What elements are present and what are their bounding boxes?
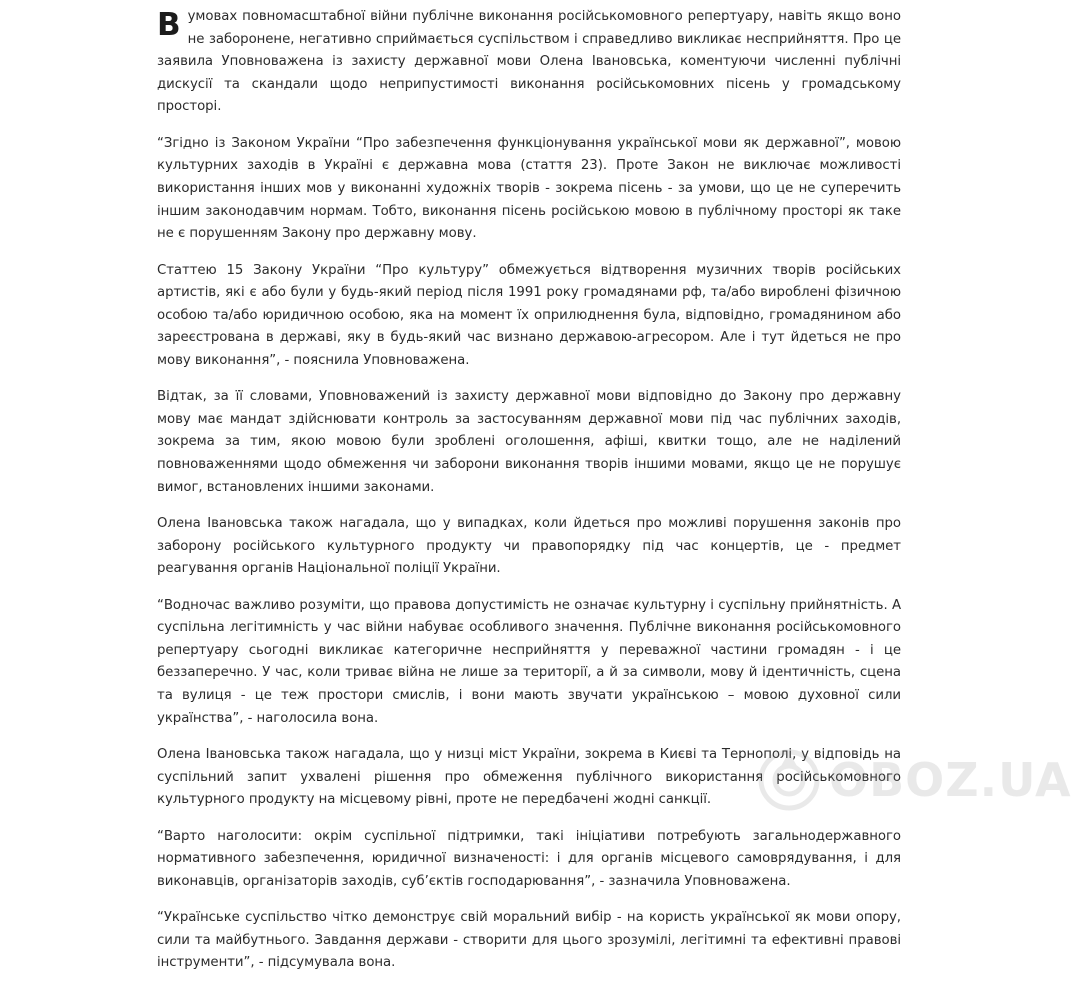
article-paragraph-6: “Водночас важливо розуміти, що правова допустимість не означає культурну і суспільну прийнятність. А суспільна легітимність у час війни набуває особливого значення. Публічне виконання російськомовного репертуару сьогодні викликає категоричне несприйняття у переважної частини громадян - і це беззаперечно. У час, коли триває війна не лише за території, а й за символи, мову й ідентичність, сцена та вулиця - це теж простори смислів, і вони мають звучати українською – мовою духовної сили українства”, - наголосила вона.: [157, 597, 901, 726]
article-paragraph-5: Олена Івановська також нагадала, що у випадках, коли йдеться про можливі порушення законів про заборону російського культурного продукту чи правопорядку під час концертів, це - предмет реагування органів Національної поліції України.: [157, 516, 901, 577]
article-paragraph-4: Відтак, за її словами, Уповноважений із захисту державної мови відповідно до Закону про державну мову має мандат здійснювати контроль за застосуванням державної мови під час публічних заходів, зокрема за тим, якою мовою були зроблені оголошення, афіші, квитки тощо, але не наділений повноваженнями щодо обмеження чи заборони виконання творів іншими мовами, якщо це не порушує вимог, встановлених іншими законами.: [157, 389, 901, 495]
article-paragraph-2: “Згідно із Законом України “Про забезпечення функціонування української мови як державної”, мовою культурних заходів в Україні є державна мова (стаття 23). Проте Закон не виключає можливості використання інших мов у виконанні художніх творів - зокрема пісень - за умови, що це не суперечить іншим законодавчим нормам. Тобто, виконання пісень російською мовою в публічному просторі як таке не є порушенням Закону про державну мову.: [157, 135, 901, 242]
article-body: [157, 6, 901, 989]
article-paragraph-7: Олена Івановська також нагадала, що у низці міст України, зокрема в Києві та Тернополі, у відповідь на суспільний запит ухвалені рішення про обмеження публічного використання російськомовного культурного продукту на місцевому рівні, проте не передбачені жодні санкції.: [157, 747, 901, 808]
paragraph-text: умовах повномасштабної війни публічне виконання російськомовного репертуару, навіть якщо воно не заборонене, негативно сприймається суспільством і справедливо викликає несприйняття. Про це заявила Уповноважена із захисту державної мови Олена Івановська, коментуючи численні публічні дискусії та скандали щодо неприпустимості виконання російськомовних пісень у громадському просторі.: [157, 9, 901, 115]
article-paragraph-8: “Варто наголосити: окрім суспільної підтримки, такі ініціативи потребують загальнодержавного нормативного забезпечення, юридичної визначеності: і для органів місцевого самоврядування, і для виконавців, організаторів заходів, суб’єктів господарювання”, - зазначила Уповноважена.: [157, 828, 901, 889]
article-paragraph-9: “Українське суспільство чітко демонструє свій моральний вибір - на користь української як мови опору, сили та майбутнього. Завдання держави - створити для цього зрозумілі, легітимні та ефективні правові інструменти”, - підсумувала вона.: [157, 910, 901, 971]
article-paragraph-3: Статтею 15 Закону України “Про культуру” обмежується відтворення музичних творів російських артистів, які є або були у будь-який період після 1991 року громадянами рф, та/або вироблені фізичною особою та/або юридичною особою, яка на момент їх оприлюднення була, відповідно, громадянином або зареєстрована в державі, яку в будь-який час визнано державою-агресором. Але і тут йдеться не про мову виконання”, - пояснила Уповноважена.: [157, 262, 901, 368]
drop-cap: В: [157, 7, 181, 43]
watermark-text: OBOZ.UA: [829, 753, 1072, 807]
article-paragraph-1: [157, 6, 901, 119]
